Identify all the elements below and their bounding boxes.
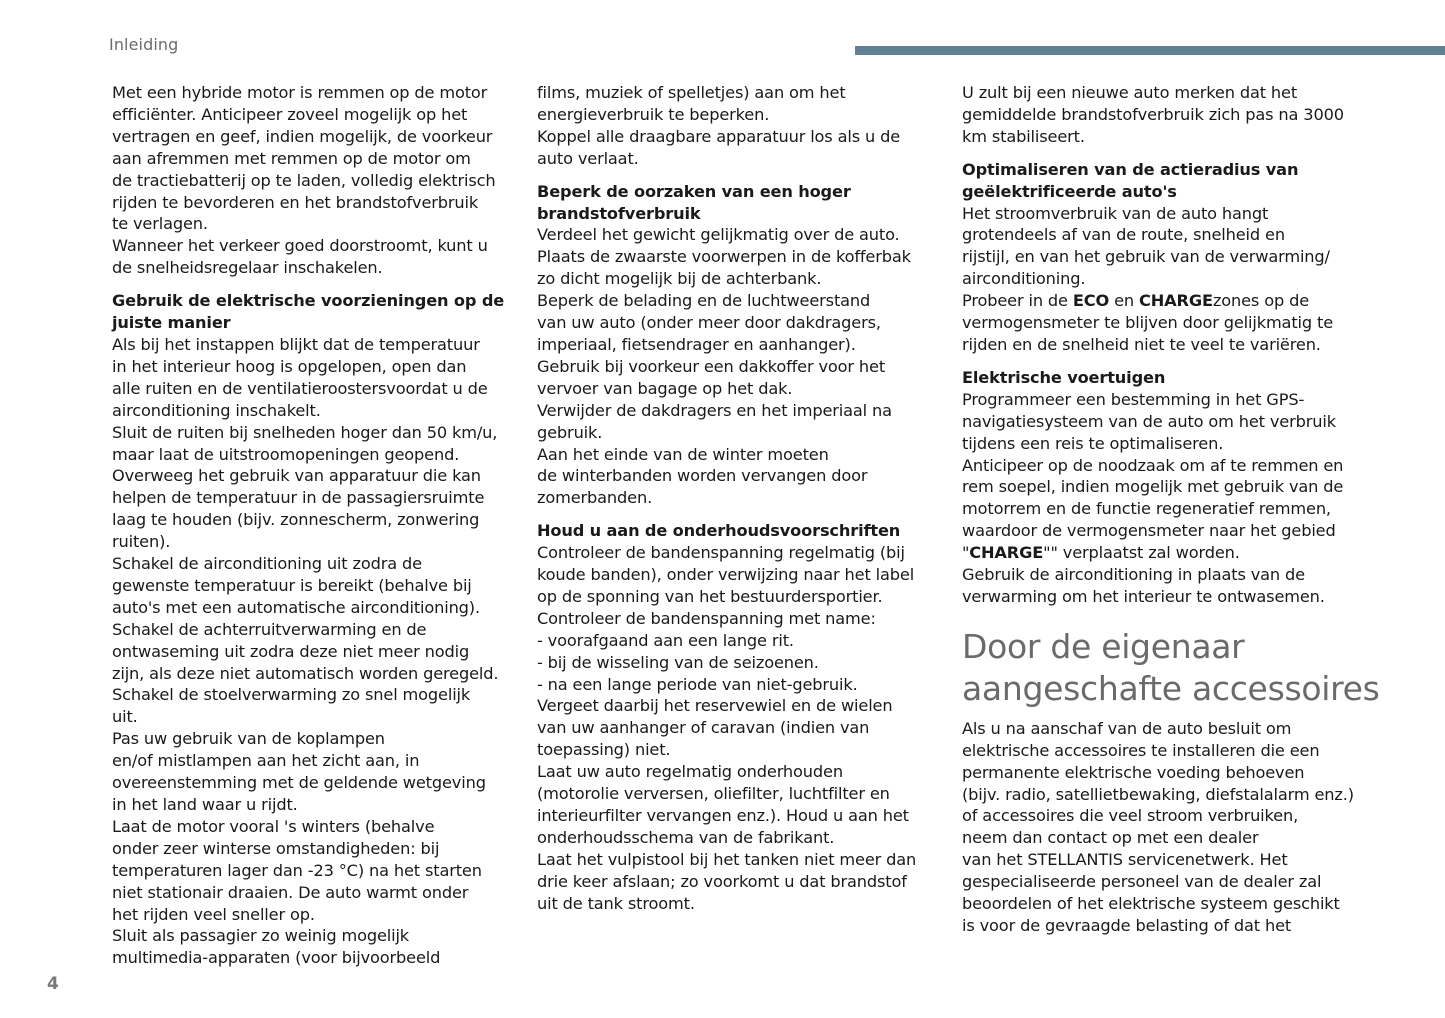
text-line: maar laat de uitstroomopeningen geopend. [112,444,460,464]
text-line: gemiddelde brandstofverbruik zich pas na 3000 [962,104,1344,124]
text-line: drie keer afslaan; zo voorkomt u dat brandstof [537,871,907,891]
text-line: zo dicht mogelijk bij de achterbank. [537,269,822,289]
text-line: geëlektrificeerde auto's [962,181,1177,201]
text-line: op de sponning van het bestuurdersportier. [537,586,883,606]
text-line: Als u na aanschaf van de auto besluit om [962,718,1292,738]
text-line: de winterbanden worden vervangen door [537,466,868,486]
section-body [537,224,947,509]
section-body [112,334,522,969]
text-line: toepassing) niet. [537,740,671,760]
reduce-consumption-section [537,181,947,510]
text-line: te verlagen. [112,214,208,234]
text-line: Beperk de belading en de luchtweerstand [537,291,871,311]
text-line: efficiënter. Anticipeer zoveel mogelijk op het [112,104,468,124]
text-line: Laat het vulpistool bij het tanken niet meer dan [537,849,917,869]
continued-section [537,82,947,170]
text-line: is voor de gevraagde belasting of dat het [962,916,1292,935]
eco-line-post: zones op de [1212,291,1310,311]
text-line: Elektrische voertuigen [962,367,1166,387]
charge-mode-label: CHARGE [1139,291,1213,311]
text-line: alle ruiten en de ventilatieroostersvoordat u de [112,378,488,398]
text-line: rijden en de snelheid niet te veel te variëren. [962,334,1321,354]
text-line: Gebruik bij voorkeur een dakkoffer voor het [537,356,886,376]
section-heading [537,181,947,225]
text-line: rijden te bevorderen en het brandstofverbruik [112,192,479,212]
text-line: in het interieur hoog is opgelopen, open dan [112,356,467,376]
text-line: navigatiesysteem van de auto om het verbruik [962,411,1336,431]
text-line: rijstijl, en van het gebruik van de verwarming/ [962,247,1330,267]
column-2 [537,82,947,926]
text-line: auto verlaat. [537,148,639,168]
text-line: imperiaal, fietsendrager en aanhanger). [537,334,856,354]
intro-section [112,82,522,279]
text-line: (motorolie verversen, oliefilter, luchtfilter en [537,784,890,804]
text-line: Vergeet daarbij het reservewiel en de wielen [537,696,893,716]
text-line: Laat de motor vooral 's winters (behalve [112,816,435,836]
text-line: de snelheidsregelaar inschakelen. [112,258,383,278]
text-line: of accessoires die veel stroom verbruiken, [962,806,1299,826]
text-line: onder zeer winterse omstandigheden: bij [112,838,440,858]
chapter-title: Inleiding [109,35,179,54]
text-line: grotendeels af van de route, snelheid en [962,225,1285,245]
electric-vehicles-section [962,367,1372,608]
text-line: airconditioning. [962,269,1086,289]
section-heading [112,290,522,334]
text-line: Controleer de bandenspanning met name: [537,608,876,628]
text-line: Anticipeer op de noodzaak om af te remmen en [962,455,1344,475]
text-line: tijdens een reis te optimaliseren. [962,433,1224,453]
text-line: vermogensmeter te blijven door gelijkmatig te [962,313,1334,333]
text-line: aan afremmen met remmen op de motor om [112,148,471,168]
accessories-body [962,718,1372,937]
text-line: Verwijder de dakdragers en het imperiaal na [537,400,892,420]
text-line: van het STELLANTIS servicenetwerk. Het [962,850,1288,870]
text-line: uit. [112,707,138,727]
text-line: zomerbanden. [537,488,653,508]
text-line: juiste manier [112,313,231,333]
maintenance-section [537,520,947,914]
text-line: van uw aanhanger of caravan (indien van [537,718,870,738]
charge-line-post: "" verplaatst zal worden. [1043,543,1240,563]
text-line: onderhoudsschema van de fabrikant. [537,827,835,847]
section-body [962,389,1372,542]
section-heading [962,159,1372,203]
text-line: brandstofverbruik [537,203,701,223]
section-body-continued [962,312,1372,356]
text-line: Het stroomverbruik van de auto hangt [962,203,1269,223]
text-line: rem soepel, indien mogelijk met gebruik van de [962,477,1344,497]
text-line: Laat uw auto regelmatig onderhouden [537,762,843,782]
page-number: 4 [47,974,59,994]
eco-mode-label: ECO [1072,291,1110,311]
text-line: auto's met een automatische airconditioning). [112,597,480,617]
text-line: airconditioning inschakelt. [112,400,321,420]
text-line: koude banden), onder verwijzing naar het label [537,565,915,585]
eco-line-pre: Probeer in de [962,291,1073,311]
text-line: Gebruik de airconditioning in plaats van de [962,565,1305,585]
text-line: Plaats de zwaarste voorwerpen in de kofferbak [537,247,911,267]
text-line: neem dan contact op met een dealer [962,828,1259,848]
text-line: Als bij het instappen blijkt dat de temperatuur [112,334,480,354]
text-line: films, muziek of spelletjes) aan om het [537,83,846,102]
text-line: beoordelen of het elektrische systeem geschikt [962,894,1340,914]
eco-line-mid: en [1109,291,1140,311]
new-car-consumption-section [962,82,1372,148]
text-line: km stabiliseert. [962,126,1085,146]
text-line: Gebruik de elektrische voorzieningen op de [112,291,505,311]
text-line: Koppel alle draagbare apparatuur los als u de [537,126,901,146]
section-heading [537,520,947,542]
text-line: Optimaliseren van de actieradius van [962,159,1299,179]
text-line: Schakel de achterruitverwarming en de [112,619,427,639]
text-line: ontwaseming uit zodra deze niet meer nodig [112,641,470,661]
eco-charge-line [962,290,1372,312]
column-1 [112,82,522,980]
text-line: Aan het einde van de winter moeten [537,444,829,464]
header-accent-bar [855,46,1445,55]
text-line: gespecialiseerde personeel van de dealer zal [962,872,1322,892]
text-line: - na een lange periode van niet-gebruik. [537,674,858,694]
text-line: verwarming om het interieur te ontwasemen. [962,586,1325,606]
text-line: en/of mistlampen aan het zicht aan, in [112,751,420,771]
section-body-continued [962,564,1372,608]
text-line: Houd u aan de onderhoudsvoorschriften [537,521,901,541]
text-line: zijn, als deze niet automatisch worden geregeld. [112,663,499,683]
text-line: uit de tank stroomt. [537,893,695,913]
text-line: helpen de temperatuur in de passagiersruimte [112,488,485,508]
text-line: gewenste temperatuur is bereikt (behalve bij [112,575,472,595]
text-line: vertragen en geef, indien mogelijk, de voorkeur [112,126,493,146]
charge-zone-label: CHARGE [969,543,1044,563]
text-line: Pas uw gebruik van de koplampen [112,729,385,749]
text-line: gebruik. [537,422,603,442]
section-body [537,542,947,914]
text-line: (bijv. radio, satellietbewaking, diefstalalarm enz.) [962,784,1354,804]
text-line: aangeschafte accessoires [962,668,1380,708]
text-line: - bij de wisseling van de seizoenen. [537,652,819,672]
text-line: Sluit de ruiten bij snelheden hoger dan 50 km/u, [112,422,498,442]
text-line: temperaturen lager dan -23 °C) na het starten [112,860,482,880]
text-line: van uw auto (onder meer door dakdragers, [537,313,881,333]
accessories-title [962,626,1380,710]
text-line: laag te houden (bijv. zonnescherm, zonwering [112,510,480,530]
text-line: de tractiebatterij op te laden, volledig elektrisch [112,170,496,190]
text-line: U zult bij een nieuwe auto merken dat het [962,83,1298,102]
section-body [962,203,1372,291]
text-line: Door de eigenaar [962,626,1245,666]
text-line: motorrem en de functie regeneratief remmen, [962,499,1331,519]
text-line: Controleer de bandenspanning regelmatig (bij [537,543,905,563]
text-line: het rijden veel sneller op. [112,904,315,924]
section-heading [962,367,1372,389]
text-line: - voorafgaand aan een lange rit. [537,630,794,650]
text-line: Overweeg het gebruik van apparatuur die kan [112,466,481,486]
text-line: interieurfilter vervangen enz.). Houd u aan het [537,806,909,825]
text-line: Schakel de stoelverwarming zo snel mogelijk [112,685,471,705]
text-line: Schakel de airconditioning uit zodra de [112,554,422,574]
text-line: overeenstemming met de geldende wetgeving [112,773,486,793]
text-line: permanente elektrische voeding behoeven [962,762,1305,782]
text-line: Met een hybride motor is remmen op de motor [112,83,488,102]
text-line: Beperk de oorzaken van een hoger [537,181,851,201]
text-line: Verdeel het gewicht gelijkmatig over de auto. [537,225,900,245]
text-line: niet stationair draaien. De auto warmt onder [112,882,469,902]
text-line: Wanneer het verkeer goed doorstroomt, kunt u [112,236,488,256]
range-optimization-section [962,159,1372,356]
text-line: elektrische accessoires te installeren die een [962,740,1320,760]
text-line: ruiten). [112,532,171,552]
text-line: vervoer van bagage op het dak. [537,378,793,398]
text-line: Sluit als passagier zo weinig mogelijk [112,926,410,946]
electrical-equipment-section [112,290,522,969]
text-line: Programmeer een bestemming in het GPS- [962,389,1305,409]
text-line: energieverbruik te beperken. [537,104,770,124]
text-line: multimedia-apparaten (voor bijvoorbeeld [112,948,441,968]
text-line: in het land waar u rijdt. [112,795,298,814]
charge-zone-line [962,542,1372,564]
text-line: waardoor de vermogensmeter naar het gebied [962,521,1336,541]
column-3 [962,82,1380,937]
charge-line-pre: " [962,543,970,563]
